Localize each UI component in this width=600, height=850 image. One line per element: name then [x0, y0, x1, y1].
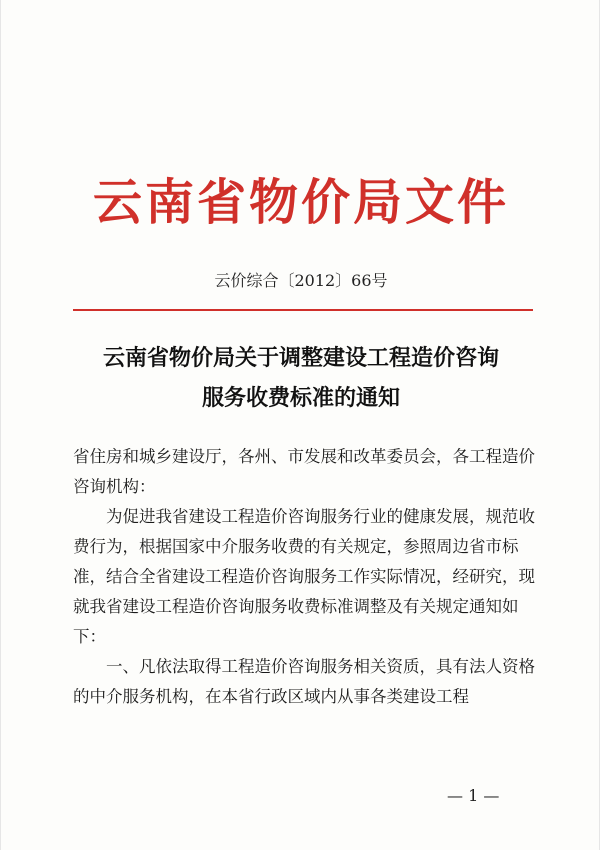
document-title [1, 338, 600, 418]
document-title-line-2: 服务收费标准的通知 [201, 385, 400, 411]
body-paragraph-2: 一、凡依法取得工程造价咨询服务相关资质，具有法人资格的中介服务机构，在本省行政区域内从事各类建设工程 [73, 657, 535, 706]
red-divider-line [73, 309, 533, 311]
document-title-line-1: 云南省物价局关于调整建设工程造价咨询 [102, 345, 499, 371]
addressee-paragraph: 省住房和城乡建设厅，各州、市发展和改革委员会，各工程造价咨询机构： [73, 447, 535, 496]
org-header-title: 云南省物价局文件 [92, 173, 509, 231]
document-number: 云价综合〔2012〕66号 [214, 271, 388, 290]
document-body [73, 442, 535, 712]
body-paragraph-1: 为促进我省建设工程造价咨询服务行业的健康发展，规范收费行为，根据国家中介服务收费的有关规定，参照周边省市标准，结合全省建设工程造价咨询服务工作实际情况，经研究，现就我省建设工程造价咨询服务收费标准调整及有关规定通知如下： [73, 507, 535, 646]
page-number: — 1 — [447, 786, 500, 805]
